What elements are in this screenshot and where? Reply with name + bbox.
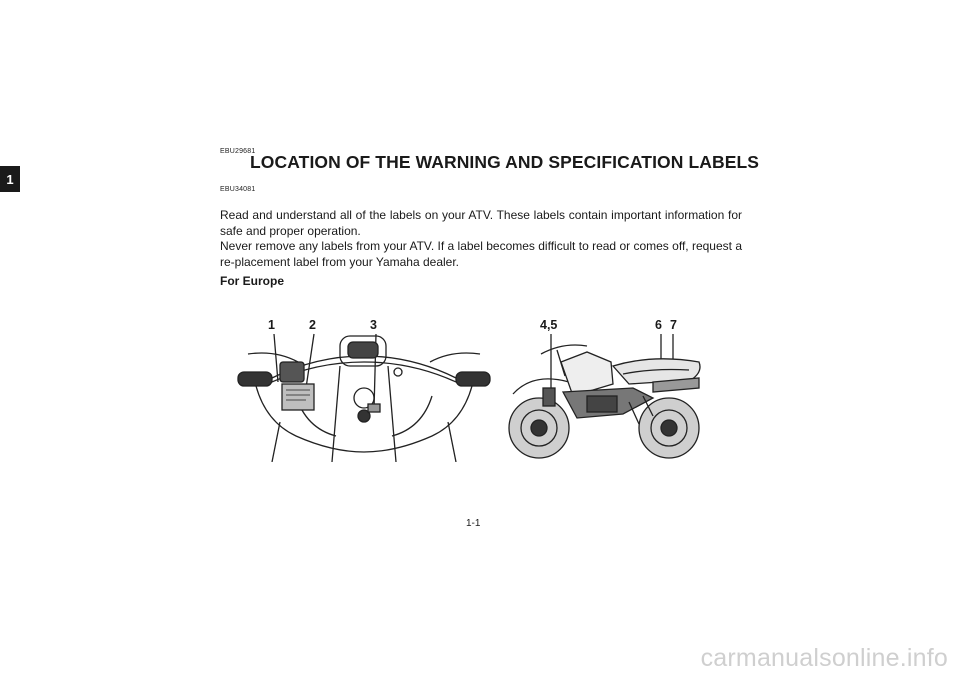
callout-6: 6 [655, 318, 662, 332]
section-code: EBU29681 [220, 148, 256, 155]
paragraph-code: EBU34081 [220, 186, 256, 193]
body-text [220, 208, 742, 270]
callout-1: 1 [268, 318, 275, 332]
callout-2: 2 [309, 318, 316, 332]
page-number: 1-1 [466, 518, 481, 529]
page-title: LOCATION OF THE WARNING AND SPECIFICATION LABELS [250, 152, 760, 172]
atv-illustration [503, 332, 713, 462]
callout-7: 7 [670, 318, 677, 332]
callout-4-5: 4,5 [540, 318, 558, 332]
handlebar-illustration [236, 332, 492, 462]
watermark-text: carmanualsonline.info [700, 644, 948, 672]
callout-3: 3 [370, 318, 377, 332]
subheading-for-europe: For Europe [220, 274, 285, 288]
paragraph-read-labels: Read and understand all of the labels on your ATV. These labels contain important information for safe and proper operation. [220, 208, 742, 238]
chapter-tab: 1 [0, 166, 20, 192]
paragraph-never-remove: Never remove any labels from your ATV. If a label becomes difficult to read or comes off, request a re-placement label from your Yamaha dealer. [220, 239, 742, 269]
